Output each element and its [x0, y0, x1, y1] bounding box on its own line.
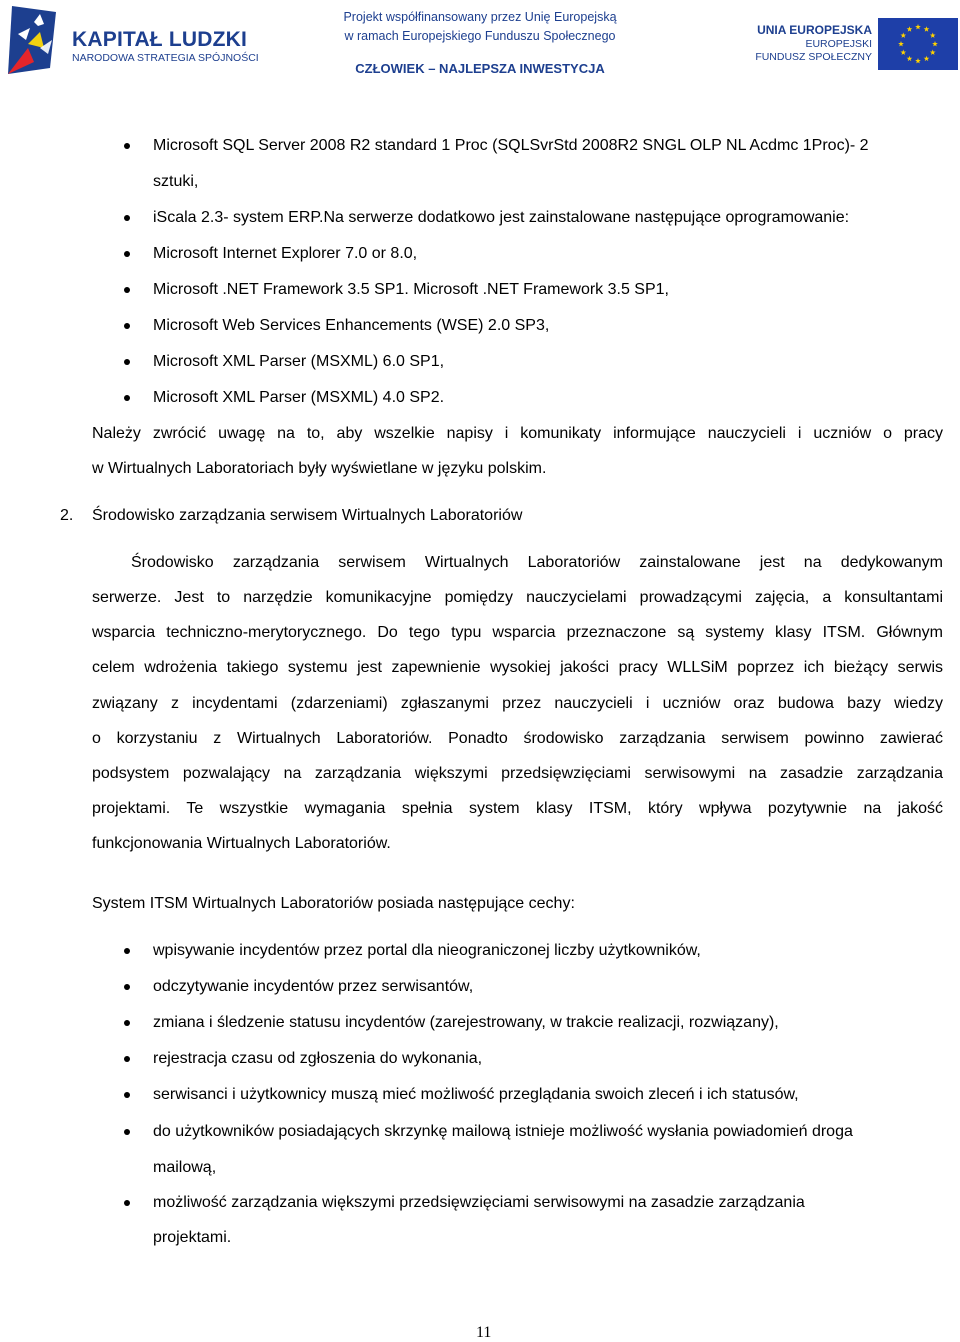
bullet-icon [124, 323, 130, 329]
list-item: do użytkowników posiadających skrzynkę mailową istnieje możliwość wysłania powiadomień droga [153, 1123, 853, 1140]
list-item: możliwość zarządzania większymi przedsięwzięciami serwisowymi na zasadzie zarządzania [153, 1194, 805, 1211]
bullet-icon [124, 1092, 130, 1098]
list-item: Microsoft .NET Framework 3.5 SP1. Microsoft .NET Framework 3.5 SP1, [153, 281, 669, 298]
paragraph-line: Środowisko zarządzania serwisem Wirtualnych Laboratoriów zainstalowane jest na dedykowanym [131, 554, 943, 571]
eu-flag-icon [878, 18, 958, 70]
list-item: iScala 2.3- system ERP.Na serwerze dodatkowo jest zainstalowane następujące oprogramowanie: [153, 209, 850, 226]
paragraph-line: związany z incydentami (zdarzeniami) zgłaszanymi przez nauczycieli i uczniów oraz budowa bazy wiedzy [92, 695, 943, 712]
paragraph-line: funkcjonowania Wirtualnych Laboratoriów. [92, 835, 391, 852]
bullet-icon [124, 948, 130, 954]
paragraph-line: podsystem pozwalający na zarządzania większymi przedsięwzięciami serwisowymi na zasadzie zarządzania [92, 765, 943, 782]
list-item: serwisanci i użytkownicy muszą mieć możliwość przeglądania swoich zleceń i ich statusów, [153, 1086, 799, 1103]
note-line-2: w Wirtualnych Laboratoriach były wyświetlane w języku polskim. [92, 460, 547, 477]
section-number: 2. [60, 507, 74, 524]
list-item-continuation: sztuki, [153, 173, 199, 190]
bullet-icon [124, 1020, 130, 1026]
bullet-icon [124, 1200, 130, 1206]
bullet-icon [124, 143, 130, 149]
logo-subtitle: NARODOWA STRATEGIA SPÓJNOŚCI [72, 52, 259, 64]
paragraph-line: celem wdrożenia takiego systemu jest zapewnienie wysokiej jakości pracy WLLSiM poprzez ich bieżący serwis [92, 659, 943, 676]
kapital-ludzki-logo-icon [4, 4, 64, 76]
bullet-icon [124, 1129, 130, 1135]
section-title: Środowisko zarządzania serwisem Wirtualnych Laboratoriów [92, 507, 523, 524]
eu-label-line-1: UNIA EUROPEJSKA [757, 23, 872, 37]
project-line-1: Projekt współfinansowany przez Unię Europejską [343, 10, 617, 24]
bullet-icon [124, 984, 130, 990]
paragraph-line: o korzystaniu z Wirtualnych Laboratoriów. Ponadto środowisko zarządzania serwisem powinno zawierać [92, 730, 943, 747]
list-item: Microsoft XML Parser (MSXML) 6.0 SP1, [153, 353, 445, 370]
list-item: Microsoft SQL Server 2008 R2 standard 1 Proc (SQLSvrStd 2008R2 SNGL OLP NL Acdmc 1Proc)- 2 [153, 137, 869, 154]
bullet-icon [124, 287, 130, 293]
paragraph-line: wsparcia techniczno-merytorycznego. Do tego typu wsparcia przeznaczone są systemy klasy ITSM. Głównym [92, 624, 943, 641]
logo-title: KAPITAŁ LUDZKI [72, 28, 248, 51]
list-item: wpisywanie incydentów przez portal dla nieograniczonej liczby użytkowników, [153, 942, 701, 959]
eu-label-line-3: FUNDUSZ SPOŁECZNY [755, 51, 872, 63]
list-item: Microsoft Internet Explorer 7.0 or 8.0, [153, 245, 418, 262]
bullet-icon [124, 251, 130, 257]
eu-label-line-2: EUROPEJSKI [805, 37, 872, 50]
page-number: 11 [476, 1324, 492, 1341]
eu-label [755, 24, 872, 65]
paragraph-line: projektami. Te wszystkie wymagania spełnia system klasy ITSM, który wpływa pozytywnie na jakość [92, 800, 943, 817]
bullet-icon [124, 395, 130, 401]
bullet-icon [124, 1056, 130, 1062]
slogan: CZŁOWIEK – NAJLEPSZA INWESTYCJA [355, 61, 605, 76]
project-info [340, 8, 620, 46]
project-line-2: w ramach Europejskiego Funduszu Społecznego [344, 29, 616, 43]
list-item: Microsoft Web Services Enhancements (WSE) 2.0 SP3, [153, 317, 550, 334]
list-item: rejestracja czasu od zgłoszenia do wykonania, [153, 1050, 483, 1067]
page-header [0, 0, 960, 90]
itsm-intro: System ITSM Wirtualnych Laboratoriów posiada następujące cechy: [92, 895, 575, 912]
bullet-icon [124, 359, 130, 365]
note-line-1: Należy zwrócić uwagę na to, aby wszelkie napisy i komunikaty informujące nauczycieli i uczniów o pracy [92, 425, 943, 442]
bullet-icon [124, 215, 130, 221]
list-item-continuation: projektami. [153, 1229, 232, 1246]
list-item-continuation: mailową, [153, 1159, 217, 1176]
list-item: zmiana i śledzenie statusu incydentów (zarejestrowany, w trakcie realizacji, rozwiązany), [153, 1014, 779, 1031]
list-item: odczytywanie incydentów przez serwisantów, [153, 978, 474, 995]
paragraph-line: serwerze. Jest to narzędzie komunikacyjne pomiędzy nauczycielami prowadzącymi zajęcia, a konsultantami [92, 589, 943, 606]
list-item: Microsoft XML Parser (MSXML) 4.0 SP2. [153, 389, 445, 406]
